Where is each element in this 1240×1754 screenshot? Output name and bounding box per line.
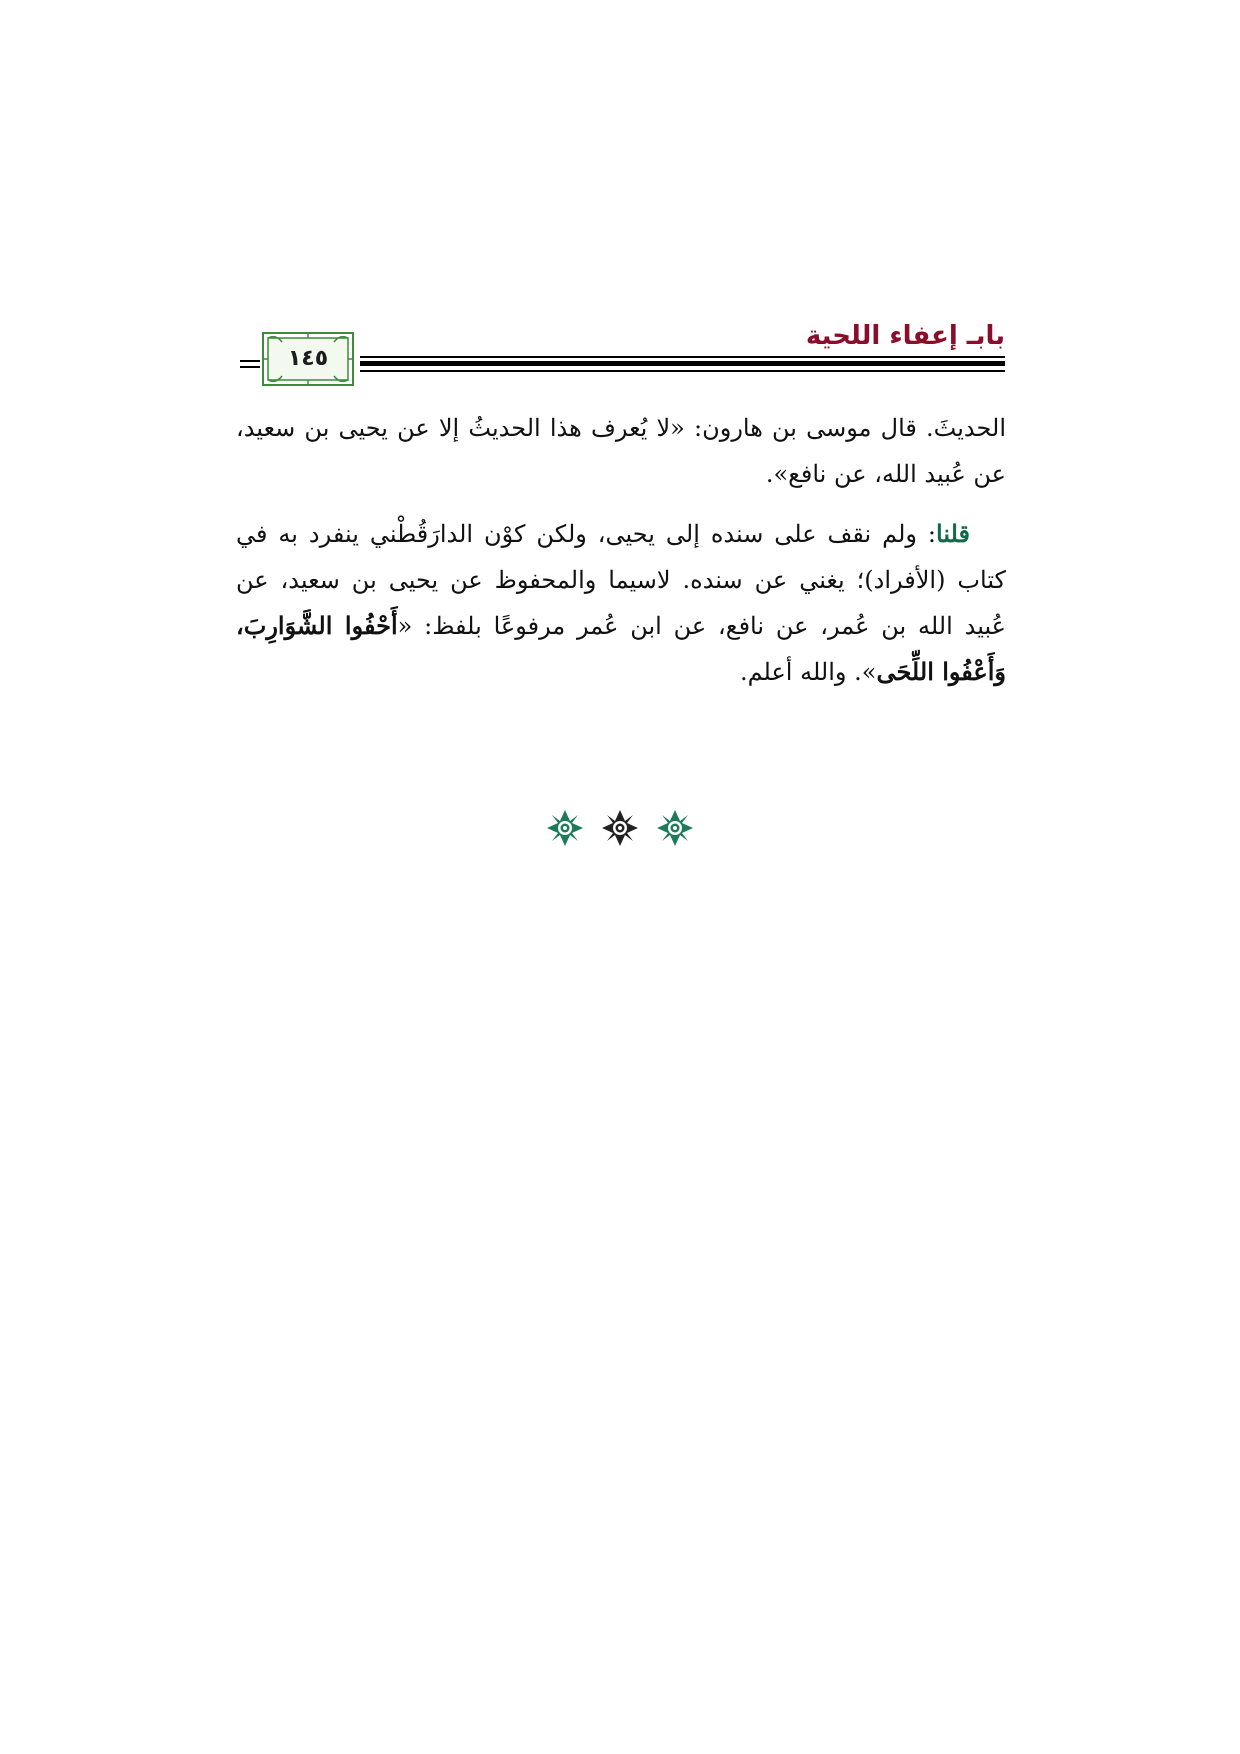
header-rule-right bbox=[360, 361, 1005, 366]
section-end-ornaments bbox=[545, 808, 695, 858]
hadith-quote: أَحْفُوا الشَّوَارِبَ، وَأَعْفُوا اللِّحَى bbox=[236, 611, 1006, 686]
header-rule-right bbox=[360, 370, 1005, 372]
header-rule-right bbox=[360, 356, 1005, 358]
header-rule-left bbox=[240, 360, 260, 362]
eight-point-star-icon bbox=[655, 808, 695, 848]
paragraph: الحديثَ. قال موسى بن هارون: «لا يُعرف هذا الحديثُ إلا عن يحيى بن سعيد، عن عُبيد الله، عن نافع». bbox=[236, 414, 1006, 488]
qulna-label: قلنا bbox=[936, 519, 970, 548]
paragraph-text: ». والله أعلم. bbox=[739, 658, 877, 686]
body-text bbox=[236, 405, 1006, 709]
page-number-frame bbox=[262, 332, 354, 386]
eight-point-star-icon bbox=[600, 808, 640, 848]
paragraph bbox=[236, 511, 1006, 695]
chapter-title: بابـ إعفاء اللحية bbox=[805, 321, 1005, 351]
page-number: ١٤٥ bbox=[287, 346, 329, 371]
header-rule-left bbox=[240, 366, 260, 368]
page-header bbox=[240, 318, 1005, 388]
paragraph-text: : ولم نقف على سنده إلى يحيى، ولكن كوْن الدارَقُطْني ينفرد به في كتاب (الأفراد)؛ يغني عن سنده. لاسيما والمحفوظ عن يحيى بن سعيد، عن عُبيد الله بن عُمر، عن نافع، عن ابن عُمر مرفوعًا بلفظ: « bbox=[236, 520, 1006, 640]
eight-point-star-icon bbox=[545, 808, 585, 848]
